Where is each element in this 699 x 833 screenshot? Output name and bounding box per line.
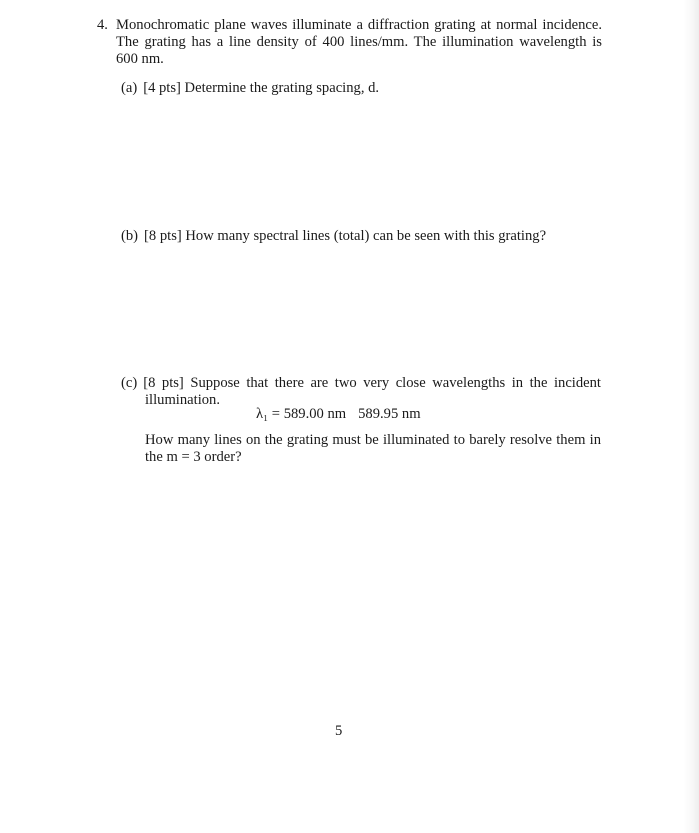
part-c-text: [8 pts] Suppose that there are two very close wavelengths in the incident	[143, 375, 601, 391]
part-c-followup	[145, 432, 601, 466]
question-line: 600 nm.	[116, 51, 164, 67]
question-line: Monochromatic plane waves illuminate a diffraction grating at normal incidence.	[116, 17, 602, 33]
question-number: 4.	[97, 17, 108, 33]
question-prompt	[116, 17, 602, 68]
lambda2-value: 589.95 nm	[358, 406, 421, 422]
page-edge-shadow	[683, 0, 699, 833]
part-a	[121, 80, 601, 97]
followup-line: the m = 3 order?	[145, 449, 242, 465]
part-c-label: (c)	[121, 375, 138, 391]
part-a-text: [4 pts] Determine the grating spacing, d.	[143, 80, 380, 96]
part-c-line: illumination.	[145, 392, 220, 408]
page-number: 5	[335, 723, 343, 739]
question-line: The grating has a line density of 400 lines/mm. The illumination wavelength is	[116, 34, 602, 50]
part-b-label: (b)	[121, 228, 139, 244]
part-b-text: [8 pts] How many spectral lines (total) can be seen with this grating?	[144, 228, 547, 244]
wavelength-equation	[256, 406, 421, 423]
part-b	[121, 228, 601, 245]
part-c-line	[121, 375, 601, 392]
part-a-label: (a)	[121, 80, 138, 96]
lambda1-value: λ₁ = 589.00 nm	[256, 406, 347, 422]
followup-line: How many lines on the grating must be illuminated to barely resolve them in	[145, 432, 601, 448]
question-4	[97, 17, 602, 68]
part-c	[121, 375, 601, 409]
